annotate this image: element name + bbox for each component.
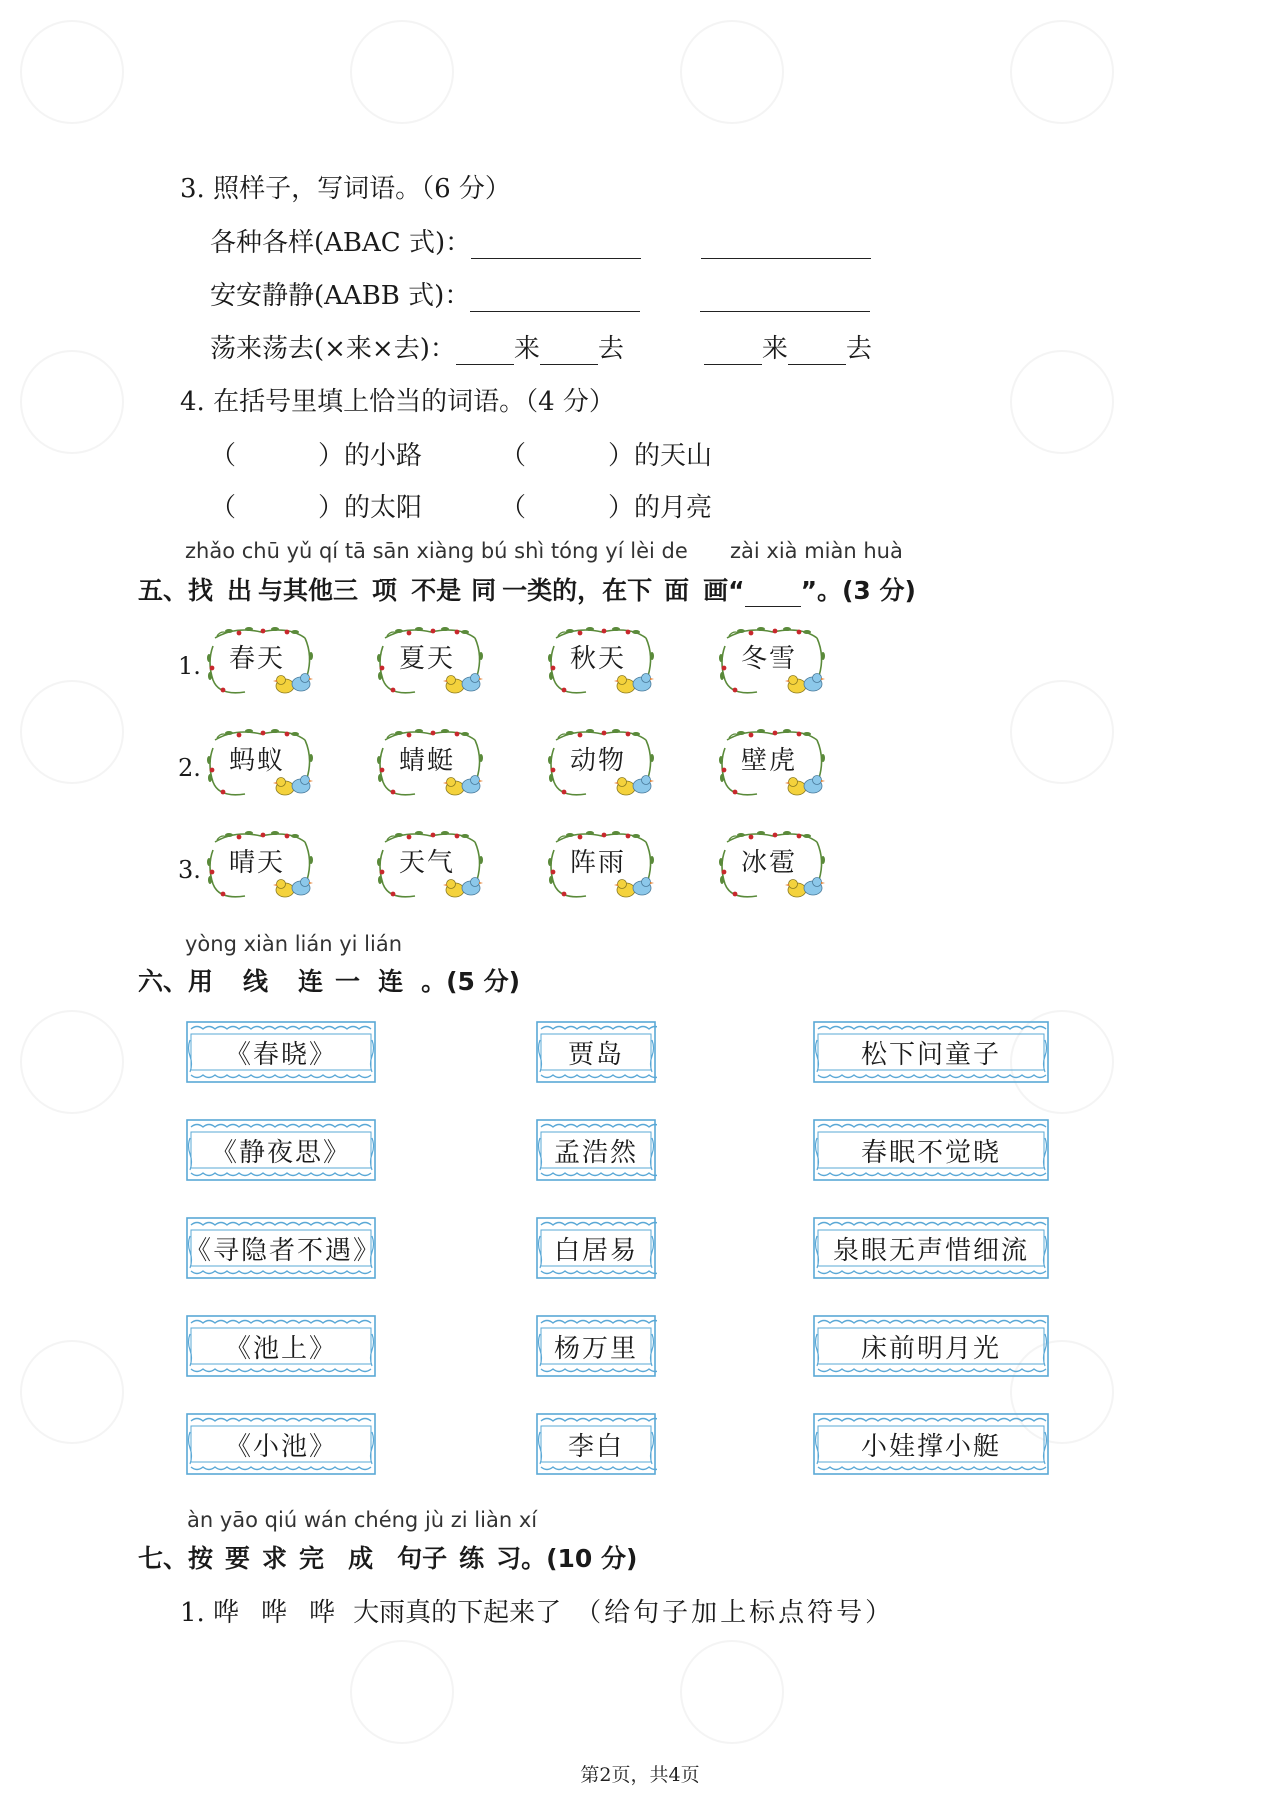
card-label: 白居易 [553,1236,638,1266]
word-option-card[interactable] [717,726,827,798]
q3-row-3 [210,328,872,365]
answer-blank[interactable] [540,340,598,365]
s7-heading: 七、按 要 求 完 成 句子 练 习。(10 分) [138,1544,638,1573]
q4-item-1: （ ）的小路 [210,441,423,471]
card-label: 春眠不觉晓 [860,1138,1001,1168]
word-option-card[interactable] [375,624,485,696]
q3-word: 去 [845,334,872,364]
q3-word: 来 [513,334,540,364]
poem-title-card[interactable] [185,1216,382,1280]
word-option-card[interactable] [205,828,315,900]
word-option-label: 秋天 [569,644,626,674]
word-option-label: 冬雪 [740,644,797,674]
q3-row-2 [210,275,870,312]
poet-name-card[interactable] [535,1412,657,1476]
card-label: 贾岛 [567,1040,624,1070]
word-option-card[interactable] [546,624,656,696]
poem-title-card[interactable] [185,1314,377,1378]
poet-name-card[interactable] [535,1314,657,1378]
card-label: 孟浩然 [553,1138,638,1168]
q3-row-1-label: 各种各样(ABAC 式)： [210,228,472,258]
poet-name-card[interactable] [535,1020,657,1084]
q3-word: 来 [761,334,788,364]
word-option-label: 天气 [398,848,455,878]
word-option-card[interactable] [205,624,315,696]
card-label: 《静夜思》 [210,1138,351,1168]
poem-line-card[interactable] [812,1020,1050,1084]
poet-name-card[interactable] [535,1118,657,1182]
card-label: 李白 [567,1432,624,1462]
q4-item-2: （ ）的天山 [500,441,713,471]
card-label: 《池上》 [224,1334,337,1364]
q4-item-text: 的天山 [634,441,713,471]
q4-item-text: 的小路 [344,441,423,471]
s5-row-number: 3. [178,856,201,884]
word-option-label: 动物 [569,746,626,776]
word-option-label: 阵雨 [569,848,626,878]
card-label: 《小池》 [224,1432,337,1462]
s7-q1: 1. 哗 哗 哗 大雨真的下起来了 （给句子加上标点符号） [180,1598,895,1628]
q4-item-3: （ ）的太阳 [210,493,423,523]
answer-blank[interactable] [701,234,871,259]
answer-blank[interactable] [456,340,514,365]
poem-line-card[interactable] [812,1216,1050,1280]
q3-row-3-label: 荡来荡去(×来×去)： [210,334,456,364]
card-label: 《春晓》 [224,1040,337,1070]
s5-pinyin-1: zhǎo chū yǔ qí tā sān xiàng bú shì tóng yí lèi de [185,539,688,563]
q4-item-4: （ ）的月亮 [500,493,713,523]
word-option-card[interactable] [375,828,485,900]
card-label: 泉眼无声惜细流 [832,1236,1029,1266]
answer-blank[interactable] [788,340,846,365]
q3-row-1 [210,222,871,259]
poem-line-card[interactable] [812,1412,1050,1476]
q4-item-text: 的太阳 [344,493,423,523]
s6-pinyin: yòng xiàn lián yi lián [185,932,403,956]
q4-title: 4. 在括号里填上恰当的词语。（4 分） [180,387,615,417]
q3-row-2-label: 安安静静(AABB 式)： [210,281,471,311]
card-label: 松下问童子 [860,1040,1001,1070]
card-label: 小娃撑小艇 [860,1432,1001,1462]
answer-blank[interactable] [704,340,762,365]
poem-title-card[interactable] [185,1118,377,1182]
word-option-label: 春天 [228,644,285,674]
answer-blank[interactable] [700,287,870,312]
s5-heading: 五、找 出 与其他三 项 不是 同 一类的，在下 面 画“ ”。(3 分) [138,576,916,605]
word-option-label: 壁虎 [740,746,797,776]
word-option-label: 蚂蚁 [228,746,285,776]
word-option-label: 冰雹 [740,848,797,878]
word-option-label: 夏天 [398,644,455,674]
poet-name-card[interactable] [535,1216,657,1280]
word-option-card[interactable] [205,726,315,798]
answer-blank[interactable] [470,287,640,312]
card-label: 杨万里 [553,1334,638,1364]
underline-sample [745,586,801,607]
card-label: 《寻隐者不遇》 [185,1236,382,1266]
card-label: 床前明月光 [860,1334,1001,1364]
poem-title-card[interactable] [185,1020,377,1084]
word-option-card[interactable] [546,828,656,900]
word-option-card[interactable] [717,624,827,696]
q3-title: 3. 照样子，写词语。（6 分） [180,174,511,204]
word-option-card[interactable] [375,726,485,798]
poem-line-card[interactable] [812,1118,1050,1182]
word-option-label: 晴天 [228,848,285,878]
answer-blank[interactable] [471,234,641,259]
s5-row-number: 2. [178,754,201,782]
s5-row-number: 1. [178,652,201,680]
s6-heading: 六、用 线 连 一 连 。(5 分) [138,967,521,996]
poem-line-card[interactable] [812,1314,1050,1378]
page-number: 第2页，共4页 [580,1764,700,1786]
word-option-label: 蜻蜓 [398,746,455,776]
q3-word: 去 [597,334,624,364]
poem-title-card[interactable] [185,1412,377,1476]
s5-pinyin-2: zài xià miàn huà [730,539,903,563]
word-option-card[interactable] [717,828,827,900]
q4-item-text: 的月亮 [634,493,713,523]
word-option-card[interactable] [546,726,656,798]
s7-pinyin: àn yāo qiú wán chéng jù zi liàn xí [187,1508,538,1532]
